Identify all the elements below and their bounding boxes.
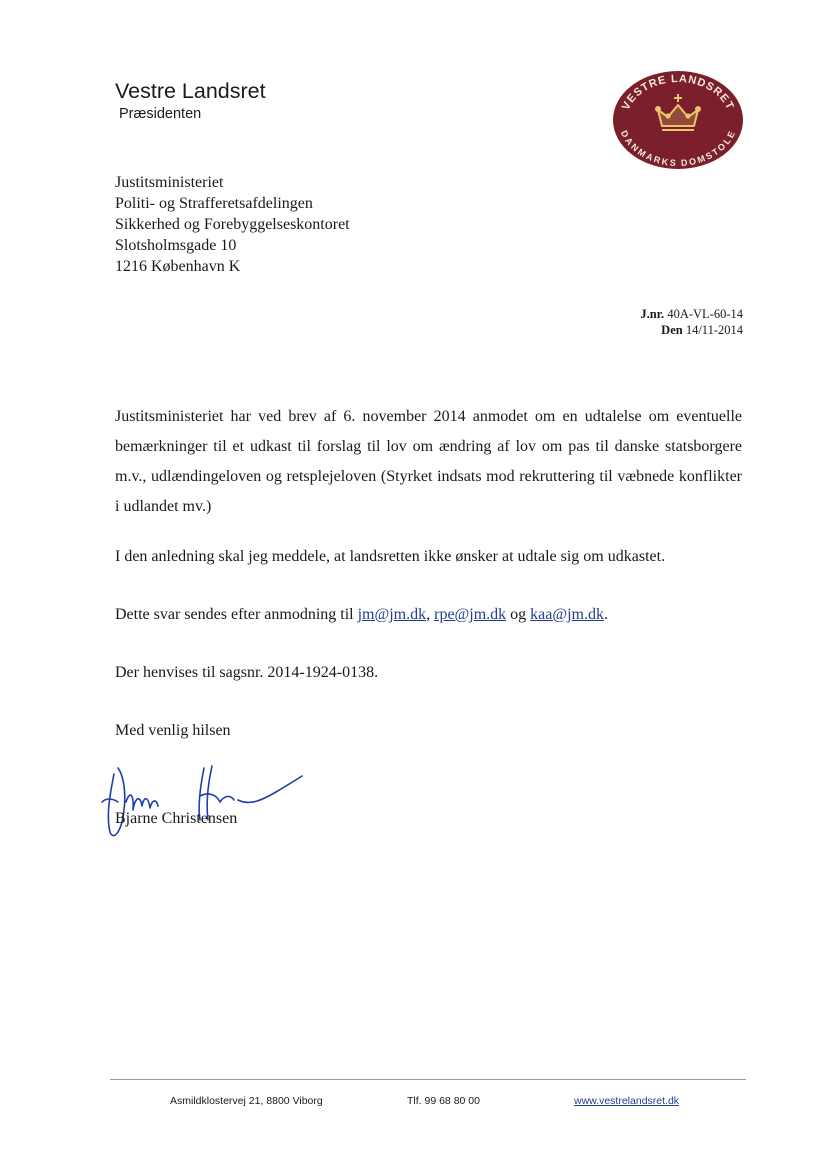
email-link-kaa[interactable]: kaa@jm.dk <box>530 606 604 623</box>
email-link-jm[interactable]: jm@jm.dk <box>357 606 427 623</box>
signer-name: Bjarne Christensen <box>115 810 238 827</box>
recipient-line: Politi- og Strafferetsafdelingen <box>115 195 313 212</box>
recipient-line: Justitsministeriet <box>115 174 224 191</box>
closing-greeting: Med venlig hilsen <box>115 722 231 739</box>
seal-top-text: VESTRE LANDSRET <box>619 72 737 113</box>
footer-website-link[interactable]: www.vestrelandsret.dk <box>574 1095 680 1107</box>
recipient-address <box>115 172 350 277</box>
separator-comma: , <box>426 606 431 623</box>
email-link-rpe[interactable]: rpe@jm.dk <box>434 606 507 623</box>
journal-number-label: J.nr. <box>640 307 665 321</box>
sentence-end: . <box>604 606 608 623</box>
date-label: Den <box>661 323 683 337</box>
body-paragraph-case-reference: Der henvises til sagsnr. 2014-1924-0138. <box>115 664 379 681</box>
body-paragraph-recipients <box>115 606 742 624</box>
court-seal <box>612 70 744 170</box>
footer-address: Asmildklostervej 21, 8800 Viborg <box>170 1095 323 1107</box>
footer-phone: Tlf. 99 68 80 00 <box>407 1095 480 1107</box>
footer-divider <box>110 1079 746 1080</box>
recipient-line: 1216 København K <box>115 258 241 275</box>
court-name: Vestre Landsret <box>115 79 266 103</box>
handwritten-signature <box>100 754 305 846</box>
recipient-line: Sikkerhed og Forebyggelseskontoret <box>115 216 350 233</box>
letter-date: 14/11-2014 <box>685 323 743 337</box>
department-name: Præsidenten <box>119 106 202 122</box>
body-paragraph-request: Justitsministeriet har ved brev af 6. november 2014 anmodet om en udtalelse om eventuelle bemærkninger til et udkast til forslag til lov om ændring af lov om pas til danske statsborgere m.v., udlændingeloven og retsplejeloven (Styrket indsats mod rekruttering til væbnede konflikter i udlandet mv.) <box>115 408 742 515</box>
seal-bottom-text: DANMARKS DOMSTOLE <box>618 128 738 169</box>
recipient-line: Slotsholmsgade 10 <box>115 237 237 254</box>
reference-block <box>640 306 743 338</box>
journal-number: 40A-VL-60-14 <box>667 307 743 321</box>
separator-and: og <box>510 606 527 623</box>
body-paragraph-response: I den anledning skal jeg meddele, at landsretten ikke ønsker at udtale sig om udkastet. <box>115 548 666 565</box>
recipients-prefix: Dette svar sendes efter anmodning til <box>115 606 354 623</box>
